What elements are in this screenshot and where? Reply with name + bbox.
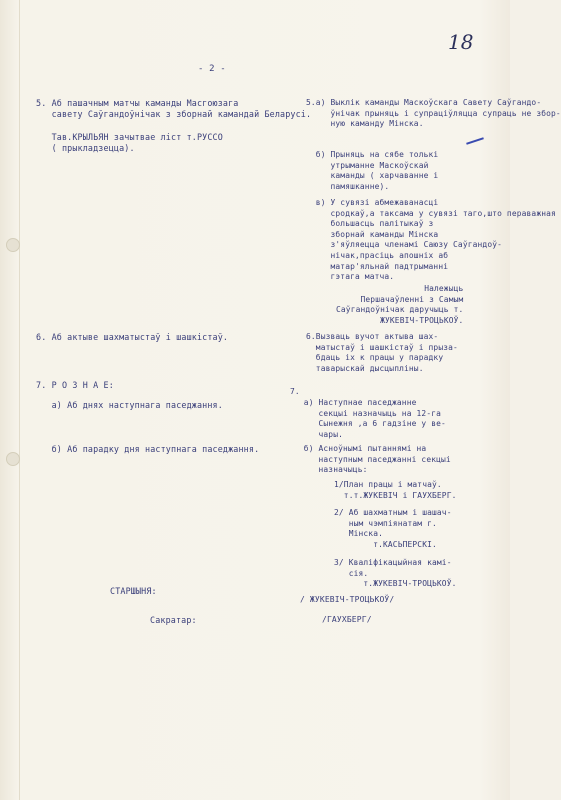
right-item5-v: в) У сувязі абмежаванасці сродкаў,а таксама у сувязі таго,што пераважная большасць палітыкаў з зборнай каманды Мінска з'яўляецца членамі Саюзу Саўгандоў- нічак,прасіць апошніх аб матар'яльнай падтрыманні гэтага матча. (315, 198, 556, 282)
right-item5-a: 5.а) Выклік каманды Маскоўскага Савету Саўгандо- ўнічак прыняць і супраціўляцца супраць не збор- ную каманду Мінска. (306, 98, 561, 129)
secretary-signature: /ГАУХБЕРГ/ (322, 615, 372, 624)
left-item7-a: а) Аб днях наступнага паседжання. (36, 400, 223, 410)
right-item7-b2: 2/ Аб шахматным і шашач- ным чэмпіянатам г. Мінска. т.КАСЬПЕРСКІ. (334, 508, 452, 549)
margin-line (19, 0, 20, 800)
page-marker: - 2 - (198, 64, 226, 74)
left-item5-title: 5. Аб пашачным матчы каманды Масгоюзага савету Саўгандоўнічак з зборнай камандай Беларусі. (36, 98, 312, 119)
right-item7-num: 7. (290, 387, 300, 396)
chairman-label: СТАРШЫНЯ: (110, 586, 157, 596)
right-item7-b1: 1/План працы і матчаў. т.т.ЖУКЕВІЧ і ГАУХБЕРГ. (334, 480, 457, 500)
right-item5-signoff: Належыць Першачаўленні з Самым Саўгандоўнічак даручыць т. ЖУКЕВІЧ-ТРОЦЬКОЎ. (336, 284, 464, 325)
handwritten-page-number: 18 (448, 30, 474, 54)
right-item5-b: б) Прыняць на сябе толькі утрыманне Маскоўскай каманды ( харчаванне і памяшканне). (315, 150, 439, 191)
left-item7-b: б) Аб парадку дня наступнага паседжання. (36, 444, 260, 454)
right-item7-b3: 3/ Кваліфікацыйная камі- сія. т.ЖУКЕВІЧ-ТРОЦЬКОЎ. (334, 558, 457, 589)
left-item6: 6. Аб актыве шахматыстаў і шашкістаў. (36, 332, 229, 342)
secretary-label: Сакратар: (150, 615, 197, 625)
right-item7-a: а) Наступнае паседжанне секцыі назначыць на 12-га Сынежня ,а 6 гадзіне у ве- чары. (303, 398, 446, 439)
right-item7-b: б) Асноўнымі пытаннямі на наступным паседжанні секцыі назначыць: (303, 444, 451, 475)
left-item5-note: Тав.КРЫЛЬЯН зачытвае ліст т.РУССО ( прыкладзецца). (51, 132, 223, 153)
punch-hole (6, 452, 20, 466)
chairman-signature: / ЖУКЕВІЧ-ТРОЦЬКОЎ/ (300, 595, 395, 604)
pen-mark (466, 137, 484, 144)
punch-hole (6, 238, 20, 252)
left-item7-title: 7. Р О З Н А Е: (36, 380, 114, 390)
right-item6: 6.Вызваць вучот актыва шах- матыстаў і шашкістаў і прыза- бдаць іх к працы у парадку таварыскай дысцыпліны. (306, 332, 458, 373)
